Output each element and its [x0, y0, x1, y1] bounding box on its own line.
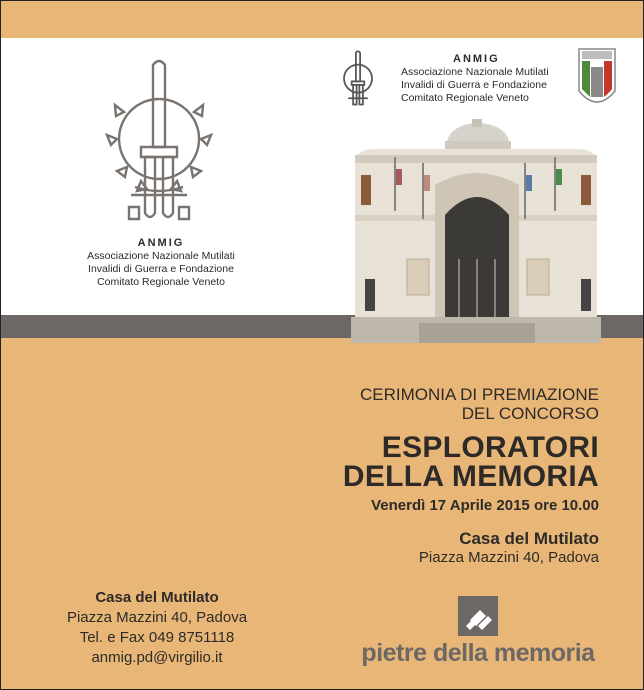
- top-band: [1, 1, 643, 38]
- stone-stack-icon: [458, 596, 498, 636]
- contact-venue: Casa del Mutilato: [95, 589, 219, 606]
- org-line: Invalidi di Guerra e Fondazione: [401, 79, 547, 91]
- contact-address: Piazza Mazzini 40, Padova: [66, 609, 248, 626]
- event-headline: ESPLORATORI: [381, 431, 599, 464]
- org-line: Invalidi di Guerra e Fondazione: [88, 263, 234, 275]
- contact-phone: Tel. e Fax 049 8751118: [79, 629, 235, 646]
- org-line: Associazione Nazionale Mutilati: [401, 66, 549, 78]
- anmig-caption-right: [401, 53, 549, 105]
- foundation-shield-icon: [577, 47, 617, 113]
- project-logo-text: pietre della memoria: [361, 639, 595, 667]
- org-line: Comitato Regionale Veneto: [401, 92, 529, 104]
- org-line: Comitato Regionale Veneto: [97, 276, 225, 288]
- contact-email[interactable]: anmig.pd@virgilio.it: [91, 649, 223, 666]
- event-date: Venerdì 17 Aprile 2015 ore 10.00: [371, 497, 599, 514]
- contact-block: [41, 588, 273, 668]
- event-title-line: CERIMONIA DI PREMIAZIONE: [360, 385, 599, 404]
- event-headline: DELLA MEMORIA: [342, 460, 599, 493]
- event-details: [301, 385, 599, 567]
- anmig-emblem-small-icon: [337, 49, 379, 111]
- org-line: Associazione Nazionale Mutilati: [87, 250, 235, 262]
- event-title-line: DEL CONCORSO: [461, 404, 599, 423]
- org-short-name: ANMIG: [453, 53, 500, 65]
- org-short-name: ANMIG: [137, 237, 185, 249]
- event-address: Piazza Mazzini 40, Padova: [418, 549, 599, 566]
- event-venue: Casa del Mutilato: [459, 529, 599, 548]
- anmig-emblem-icon: [99, 57, 219, 229]
- casa-del-mutilato-building-image: [351, 119, 601, 343]
- anmig-caption-left: [61, 237, 261, 289]
